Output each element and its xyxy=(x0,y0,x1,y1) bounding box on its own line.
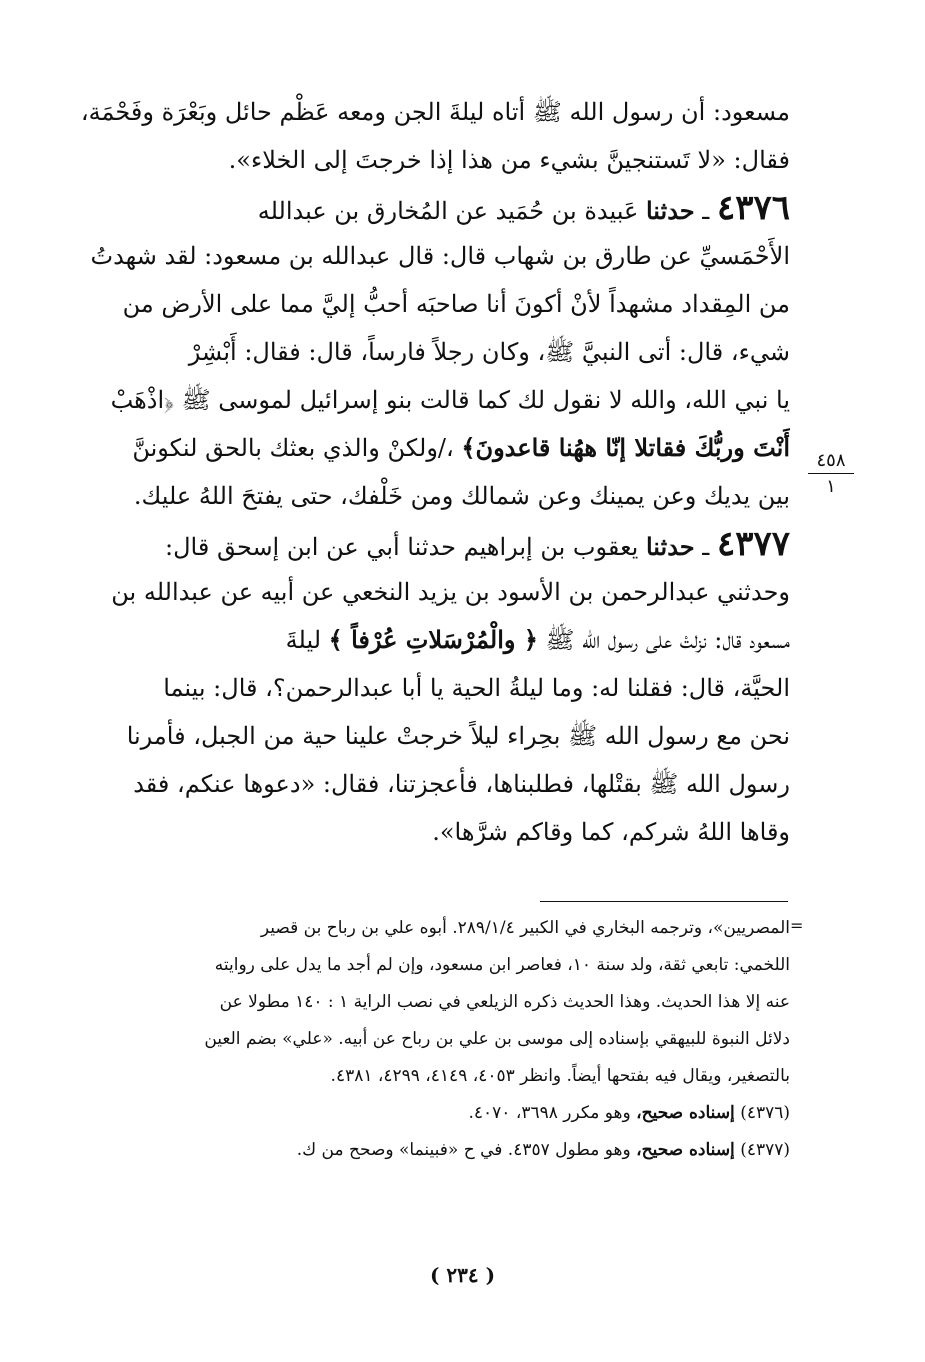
text-line: شيء، قال: أتى النبيَّ ﷺ، وكان رجلاً فارساً، قال: فقال: أَبْشِرْ xyxy=(188,338,790,366)
text-line: يا نبي الله، والله لا نقول لك كما قالت بنو إسرائيل لموسى ﷺ ﴿اذْهَبْ xyxy=(110,386,790,414)
text-line: وقاها اللهُ شركم، كما وقاكم شرَّها». xyxy=(432,818,790,846)
page-number: ( ٢٣٤ ) xyxy=(429,1263,496,1287)
margin-part: ١ xyxy=(826,476,836,497)
margin-page-reference xyxy=(808,450,854,497)
hadith-number: ٤٣٧٧ xyxy=(716,524,790,564)
footnote-divider xyxy=(540,901,788,902)
text-line: مسعود: أن رسول الله ﷺ أتاه ليلةَ الجن ومعه عَظْم حائل وبَعْرَة وفَحْمَة، xyxy=(80,98,790,126)
hadith-lead-word: حدثنا xyxy=(645,532,695,561)
hadith-number: ٤٣٧٦ xyxy=(716,188,790,228)
text-line: الأَحْمَسيِّ عن طارق بن شهاب قال: قال عبدالله بن مسعود: لقد شهدتُ xyxy=(90,242,790,270)
footnote-line: عنه إلا هذا الحديث. وهذا الحديث ذكره الزيلعي في نصب الراية ١ : ١٤٠ مطولا عن xyxy=(219,992,790,1012)
text-line: من المِقداد مشهداً لأنْ أكونَ أنا صاحبَه أحبُّ إليَّ مما على الأرض من xyxy=(122,290,790,318)
footnote-continuation-mark: = xyxy=(790,916,804,935)
footnote-line: بالتصغير، ويقال فيه بفتحها أيضاً. وانظر ٤٠٥٣، ٤١٤٩، ٤٢٩٩، ٤٣٨١. xyxy=(330,1066,790,1086)
footnote-grade: إسناده صحيح، xyxy=(636,1103,735,1123)
text-line: فقال: «لا تَستنجينَّ بشيء من هذا إذا خرجتَ إلى الخلاء». xyxy=(228,146,790,174)
text-line: أَنْتَ وربُّكَ فقاتلا إنّا ههُنا قاعدونَ﴾ ،/ولكنْ والذي بعثك بالحق لنكوننَّ xyxy=(132,433,790,462)
hadith-4376-first-line: ٤٣٧٦ ـ حدثنا عَبيدة بن حُمَيد عن المُخارق بن عبدالله xyxy=(257,188,790,228)
margin-volume-page: ٤٥٨ xyxy=(808,450,854,474)
footnote-line: دلائل النبوة للبيهقي بإسناده إلى موسى بن علي بن رباح عن أبيه. «علي» بضم العين xyxy=(204,1029,790,1049)
footnote-4376: (٤٣٧٦) إسناده صحيح، وهو مكرر ٣٦٩٨، ٤٠٧٠. xyxy=(468,1103,790,1123)
quran-quote: ﴿ والْمُرْسَلاتِ عُرْفاً ﴾ xyxy=(328,625,538,654)
text-line: الحيَّة، قال: فقلنا له: وما ليلةُ الحية يا أبا عبدالرحمن؟، قال: بينما xyxy=(163,674,790,702)
quran-quote: أَنْتَ وربُّكَ فقاتلا إنّا ههُنا قاعدونَ﴾ xyxy=(461,433,790,462)
text-line: نحن مع رسول الله ﷺ بحِراء ليلاً خرجتْ علينا حية من الجبل، فأمرنا xyxy=(126,722,790,750)
text-line: وحدثني عبدالرحمن بن الأسود بن يزيد النخعي عن أبيه عن عبدالله بن xyxy=(111,578,790,606)
footnote-number: (٤٣٧٧) xyxy=(740,1140,790,1160)
hadith-lead-word: حدثنا xyxy=(645,196,695,225)
main-text-block xyxy=(80,88,790,856)
footnotes-block xyxy=(80,910,790,1169)
footnote-number: (٤٣٧٦) xyxy=(740,1103,790,1123)
text-line: بين يديك وعن يمينك وعن شمالك ومن خَلْفك، حتى يفتحَ اللهُ عليك. xyxy=(133,482,790,510)
footnote-line: اللخمي: تابعي ثقة، ولد سنة ١٠، فعاصر ابن مسعود، وإن لم أجد ما يدل على روايته xyxy=(214,955,790,975)
footnote-grade: إسناده صحيح، xyxy=(636,1140,735,1160)
text-line: مسعود قال: نزلتْ على رسول الله ﷺ ﴿ والْمُرْسَلاتِ عُرْفاً ﴾ ليلةَ xyxy=(285,625,790,654)
hadith-4377-first-line: ٤٣٧٧ ـ حدثنا يعقوب بن إبراهيم حدثنا أبي عن ابن إسحق قال: xyxy=(165,524,790,564)
footnote-4377: (٤٣٧٧) إسناده صحيح، وهو مطول ٤٣٥٧. في ح «فبينما» وصحح من ك. xyxy=(296,1140,790,1160)
footnote-line: المصريين»، وترجمه البخاري في الكبير ٢٨٩/١/٤. أبوه علي بن رباح بن قصير xyxy=(260,918,790,938)
text-line: رسول الله ﷺ بقتْلها، فطلبناها، فأعجزتنا، فقال: «دعوها عنكم، فقد xyxy=(133,770,790,798)
